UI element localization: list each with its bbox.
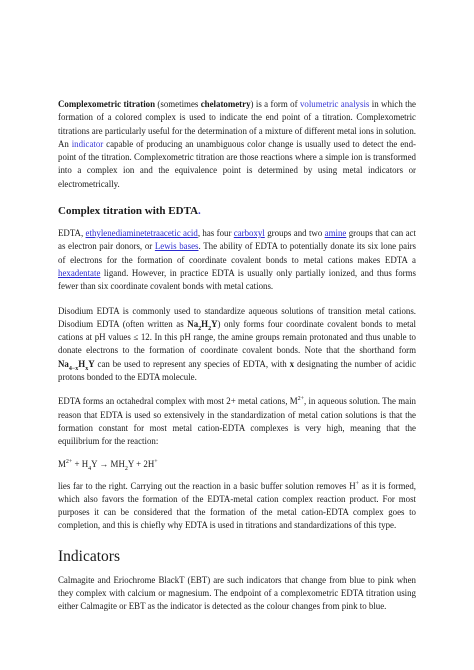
heading-indicators: Indicators (58, 547, 120, 565)
edta-paragraph: EDTA, ethylenediaminetetraacetic acid, has four carboxyl groups and two amine groups that can act as electron pair donors, or Lewis bases. The ability of EDTA to potentially donate its six lone pairs of electrons for the formation of coordinate covalent bonds to metal cations makes EDTA a hexadentate ligand. However, in practice EDTA is usually only partially ionized, and thus forms fewer than six coordinate covalent bonds with metal cations. (58, 228, 416, 292)
octahedral-complex-paragraph: EDTA forms an octahedral complex with most 2+ metal cations, $M^{2+}$, in aqueous solution. The main reason that EDTA is used so extensively in the standardization of metal cation solutions is that the formation constant for most metal cation-EDTA complexes is very high, meaning that the equilibrium for the reaction: (58, 396, 416, 447)
link-indicator[interactable]: indicator (71, 138, 104, 149)
intro-paragraph: Complexometric titration (sometimes chelatometry) is a form of volumetric analysis in which the formation of a colored complex is used to indicate the end point of a titration. Complexometric titrations are particularly useful for the determination of a mixture of different metal ions in solution. An indicator capable of producing an unambiguous color change is usually used to detect the end-point of the titration. Complexometric titration are those reactions where a simple ion is transformed into a complex ion and the equivalence point is determined by using metal indicators or electrometrically. (58, 99, 416, 189)
term-complexometric: Complexometric titration (58, 99, 156, 109)
reaction-equation: $M^{2+} + H_4Y \to MH_2Y + 2H^+$ (58, 458, 158, 472)
formula-na2h2y: $Na_2H_2Y$ (187, 318, 218, 332)
heading-complex-titration-edta: Complex titration with EDTA. (58, 205, 201, 218)
link-hexadentate[interactable]: hexadentate (58, 267, 101, 278)
link-ethylenediaminetetraacetic-acid[interactable]: ethylenediaminetetraacetic acid (85, 228, 198, 239)
indicators-paragraph: Calmagite and Eriochrome BlackT (EBT) are such indicators that change from blue to pink when they complex with calcium or magnesium. The endpoint of a complexometric EDTA titration using either Calmagite or EBT as the indicator is detected as the colour changes from pink to blue. (58, 574, 416, 612)
equilibrium-paragraph: lies far to the right. Carrying out the reaction in a basic buffer solution removes H+ as it is formed, which also favors the formation of the EDTA-metal cation complex reaction product. For most purposes it can be considered that the formation of the metal cation-EDTA complex goes to completion, and this is chiefly why EDTA is used in titrations and standardizations of this type. (58, 480, 417, 531)
link-carboxyl[interactable]: carboxyl (233, 228, 265, 239)
link-lewis-bases[interactable]: Lewis bases (154, 241, 199, 252)
link-amine[interactable]: amine (324, 228, 347, 239)
disodium-edta-paragraph: Disodium EDTA is commonly used to standardize aqueous solutions of transition metal cations. Disodium EDTA (often written as $Na_2H_2Y$) only forms four coordinate covalent bonds to metal cations at pH values ≤ 12. In this pH range, the amine groups remain protonated and thus unable to donate electrons to the formation of coordinate covalent bonds. Note that the shorthand form $Na_{4-x}H_xY$ can be used to represent any species of EDTA, with x designating the number of acidic protons bonded to the EDTA molecule. (58, 305, 417, 383)
link-volumetric-analysis[interactable]: volumetric analysis (299, 99, 370, 109)
formula-na4-xhxy: $Na_{4-x}H_xY$ (58, 358, 95, 372)
